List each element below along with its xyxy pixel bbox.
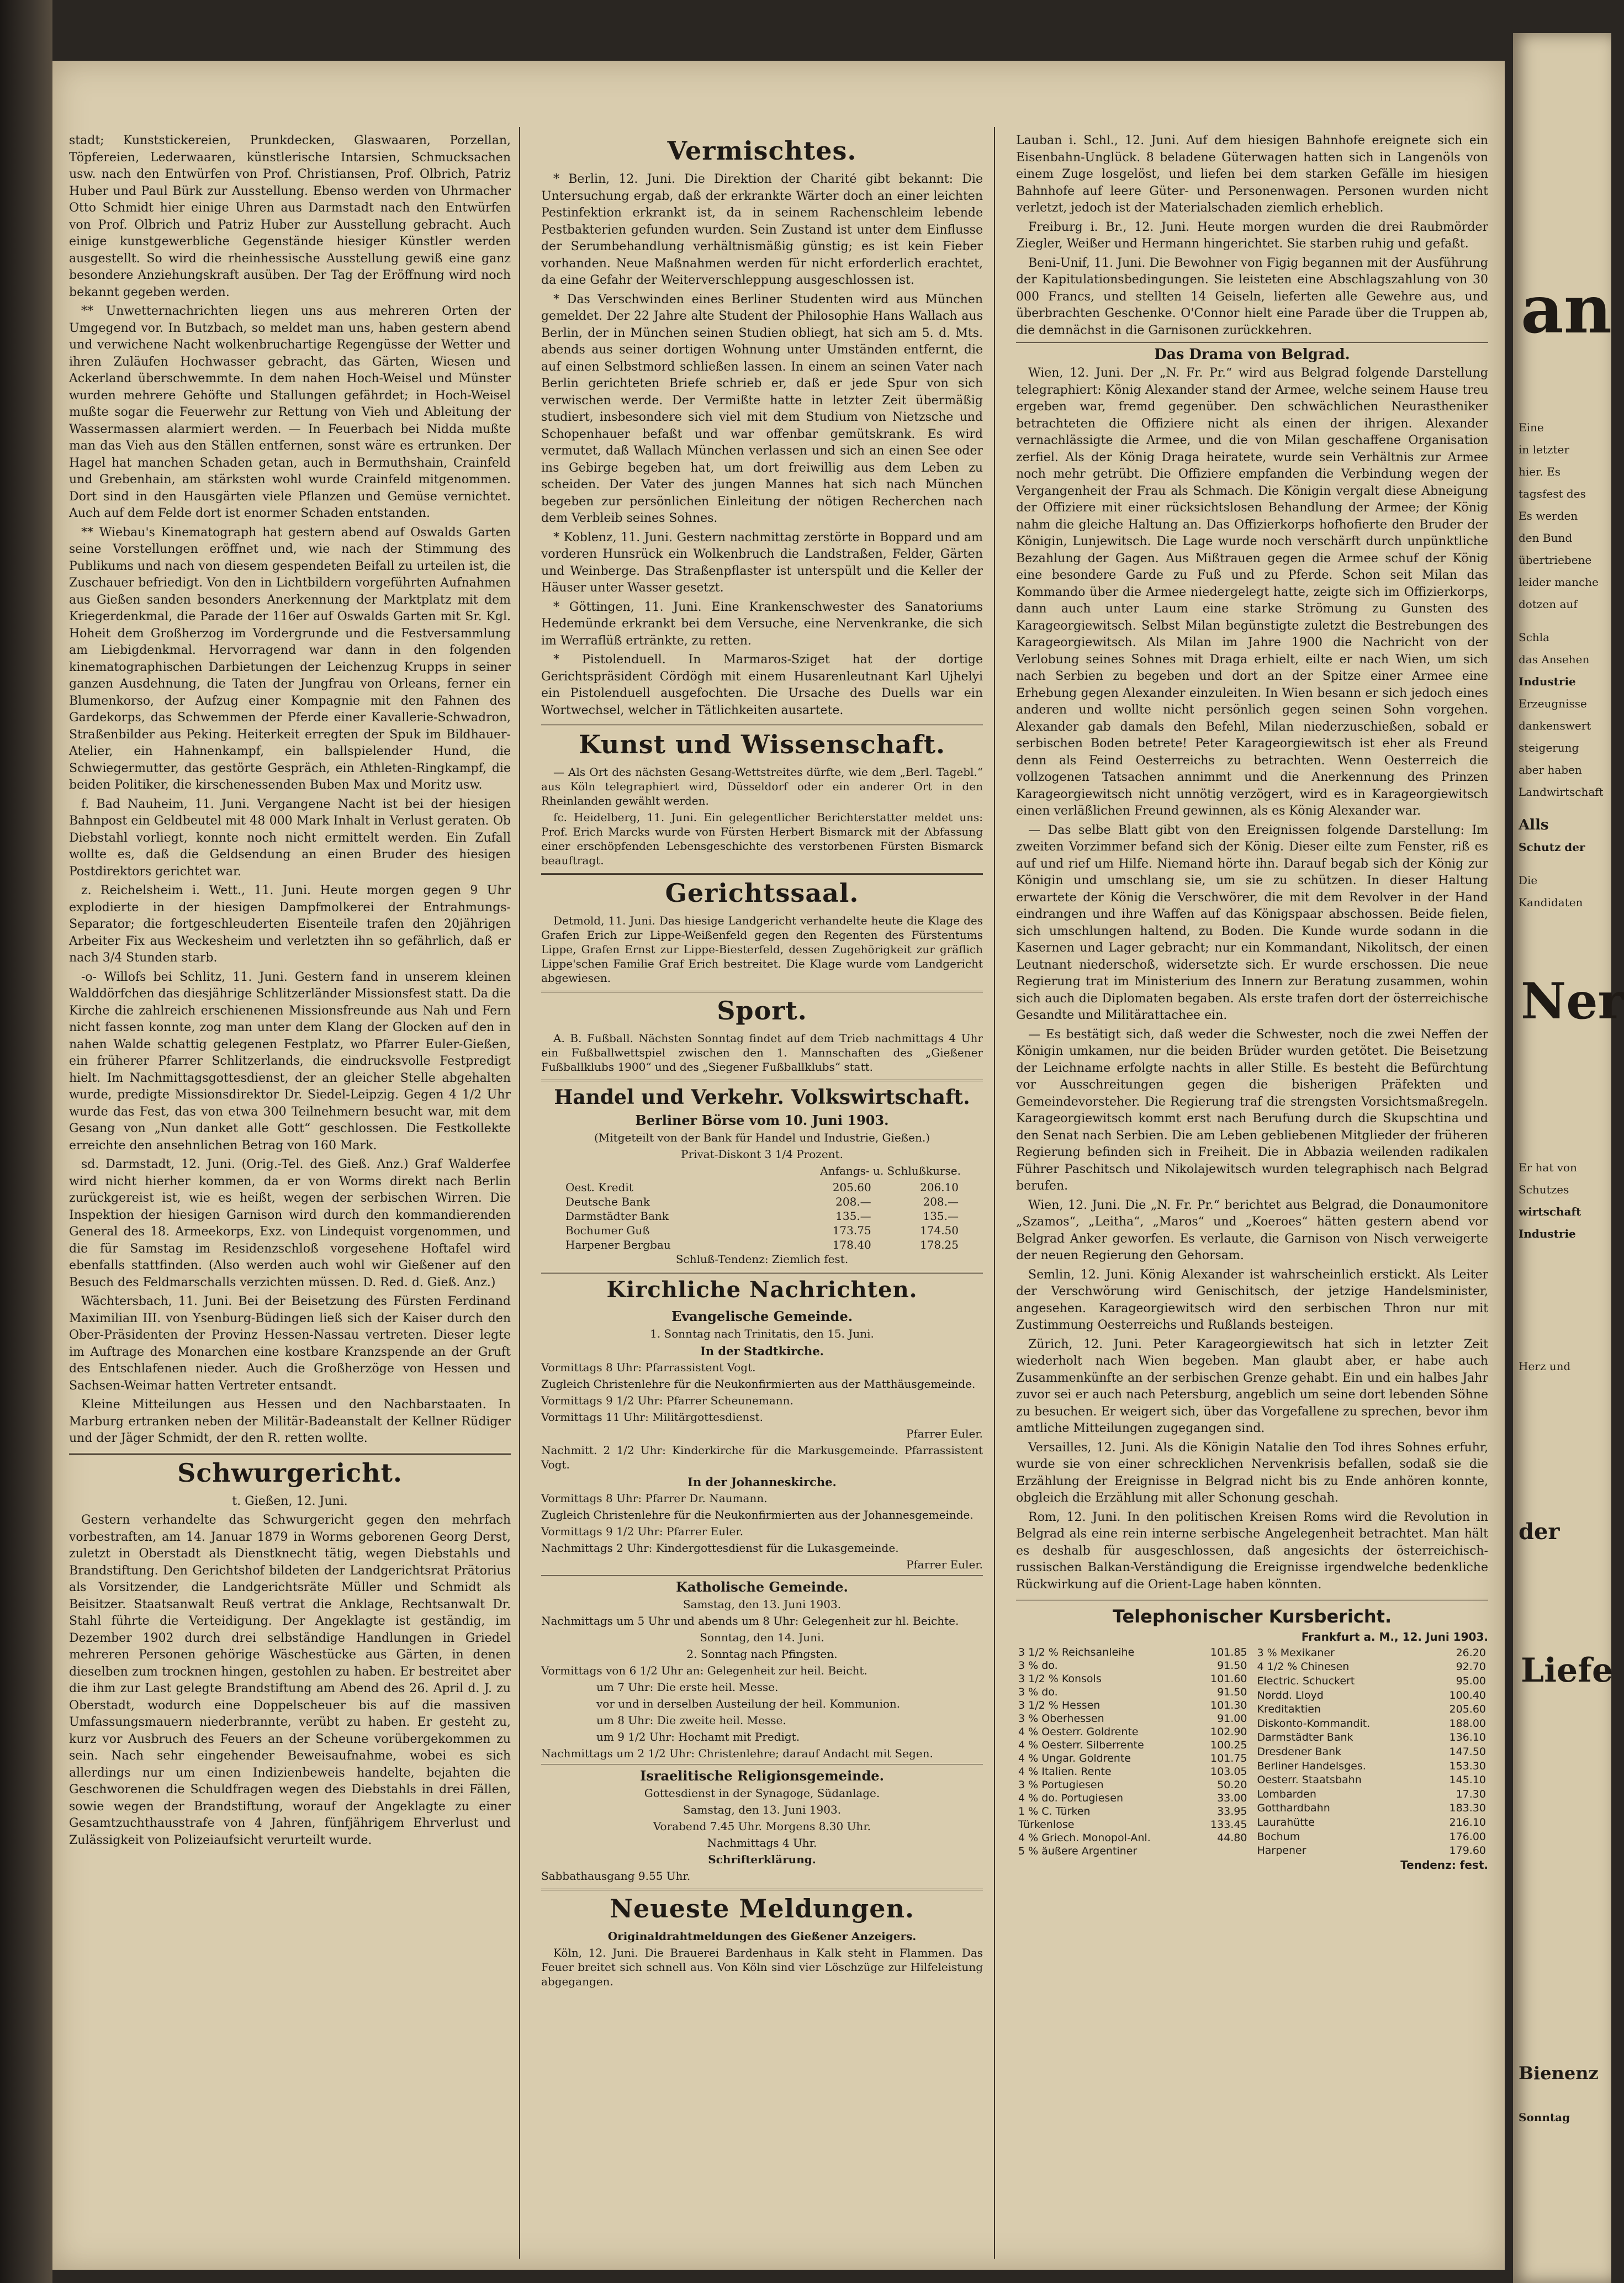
kurs-row: [1255, 1787, 1489, 1801]
book-binding: [0, 0, 52, 2283]
kurs-value: 147.50: [1449, 1745, 1486, 1758]
sub-heading: Katholische Gemeinde.: [676, 1579, 848, 1595]
boerse-close: 208.—: [923, 1195, 959, 1208]
kurs-row: [1255, 1674, 1489, 1688]
kurs-value: 33.95: [1217, 1805, 1247, 1817]
service-line: Vormittags 9 1/2 Uhr: Pfarrer Scheunemann.: [541, 1394, 794, 1407]
kurs-name: 3 % Mexikaner: [1257, 1646, 1335, 1659]
kurs-name: 3 1/2 % Hessen: [1018, 1699, 1101, 1711]
adjacent-page: [1513, 33, 1624, 2283]
service-line: Zugleich Christenlehre für die Neukonfirmierten aus der Matthäusgemeinde.: [541, 1377, 976, 1391]
kurs-row: [1255, 1759, 1489, 1773]
boerse-row: [563, 1180, 961, 1195]
section-divider: [1016, 1599, 1488, 1600]
kurs-table-right: [1255, 1646, 1489, 1858]
adjacent-headline: Liefe: [1521, 1651, 1614, 1690]
sub-heading: Israelitische Religionsgemeinde.: [640, 1768, 884, 1784]
article-paragraph: -o- Willofs bei Schlitz, 11. Juni. Gestern fand in unserem kleinen Walddörfchen das diesjährige Schlitzerländer Missionsfest statt. Da die Kirche die zahlreich erschienenen Missionsfreunde aus Nah und Fern nicht fassen konnte, zog man unter dem Klang der Glocken auf den in nahen Walde schattig gelegenen Festplatz, wo Pfarrer Euler-Gießen, ein früherer Pfarrer Schlitzerlands, die eindrucksvolle Festpredigt hielt. Im Nachmittagsgottesdienst, der an gleicher Stelle abgehalten wurde, predigte Missionsdirektor Dr. Siedel-Leipzig. Gegen 4 1/2 Uhr wurde das Fest, das von etwa 300 Teilnehmern besucht war, mit dem Gesang von „Nun danket alle Gott“ geschlossen. Die Festkollekte erreichte den ansehnlichen Betrag von 160 Mark.: [69, 970, 511, 1153]
service-line: Vorabend 7.45 Uhr. Morgens 8.30 Uhr.: [653, 1820, 871, 1833]
service-line: Nachmittags um 5 Uhr und abends um 8 Uhr: Gelegenheit zur hl. Beichte.: [541, 1614, 959, 1627]
kurs-row: [1016, 1818, 1250, 1831]
service-date: 2. Sonntag nach Pfingsten.: [686, 1647, 838, 1661]
kurs-name: Gotthardbahn: [1257, 1802, 1330, 1815]
adjacent-text: aber haben: [1519, 763, 1582, 776]
adjacent-text: Bienenz: [1519, 2063, 1599, 2084]
kurs-value: 101.30: [1210, 1699, 1247, 1711]
kurs-value: 101.75: [1210, 1752, 1247, 1764]
section-heading: Gerichtssaal.: [665, 878, 859, 908]
kurs-row: [1016, 1712, 1250, 1725]
service-line: Schrifterklärung.: [708, 1853, 816, 1866]
kurs-row: [1016, 1831, 1250, 1845]
service-line: vor und in derselben Austeilung der heil. Kommunion.: [596, 1697, 901, 1710]
article-paragraph: * Pistolenduell. In Marmaros-Sziget hat der dortige Gerichtspräsident Cördögh mit einem Husarenleutnant Karl Ujhelyi ein Pistolenduell ausgefochten. Die Ursache des Duells war ein Wortwechsel, welcher in Tätlichkeiten ausartete.: [541, 653, 983, 717]
kurs-name: 5 % äußere Argentiner: [1018, 1845, 1138, 1857]
kurs-name: 3 1/2 % Konsols: [1018, 1673, 1102, 1685]
kursbericht-title: Telephonischer Kursbericht.: [1112, 1606, 1392, 1627]
kurs-name: Diskonto-Kommandit.: [1257, 1717, 1371, 1730]
kurs-value: 145.10: [1449, 1774, 1486, 1787]
kurs-value: [1195, 1845, 1250, 1858]
kurs-value: 17.30: [1456, 1788, 1486, 1800]
section-heading: Kunst und Wissenschaft.: [578, 730, 946, 759]
adjacent-text: Schutzes: [1519, 1183, 1569, 1196]
adjacent-text: tagsfest des: [1519, 487, 1586, 500]
section-heading: Kirchliche Nachrichten.: [606, 1277, 918, 1303]
kurs-row: [1255, 1843, 1489, 1858]
kurs-row: [1016, 1659, 1250, 1672]
kurs-row: [1016, 1725, 1250, 1738]
boerse-close: 206.10: [920, 1181, 959, 1194]
adjacent-text: Industrie: [1519, 675, 1576, 688]
sub-heading: In der Johanneskirche.: [687, 1475, 837, 1489]
section-divider: [541, 1080, 983, 1081]
boerse-name: Darmstädter Bank: [565, 1209, 669, 1223]
boerse-close: 135.—: [923, 1209, 959, 1223]
kurs-row: [1016, 1791, 1250, 1805]
boerse-open: 205.60: [832, 1181, 871, 1194]
kurs-value: 26.20: [1456, 1646, 1486, 1659]
article-paragraph: sd. Darmstadt, 12. Juni. (Orig.-Tel. des Gieß. Anz.) Graf Walderfee wird nicht hierher kommen, da er von Worms direkt nach Berlin zurückgereist ist, wie es heißt, wegen der serbischen Wirren. Die Inspektion der hiesigen Garnison wird durch den kommandierenden General des 18. Armeekorps, Exz. von Lindequist vorgenommen, und die für Samstag im Residenzschloß vorgesehene Hoftafel wird ebenfalls stattfinden. (Also werden auch wohl wir Gießener auf den Besuch des Feldmarschalls verzichten müssen. D. Red. d. Gieß. Anz.): [69, 1158, 511, 1290]
article-paragraph: Wien, 12. Juni. Der „N. Fr. Pr.“ wird aus Belgrad folgende Darstellung telegraphiert: König Alexander stand der Armee, welche seinem Hause treu ergeben war, fremd gegenüber. Den schwächlichen Neurastheniker betrachteten die Offiziere nicht als einen der ihrigen. Alexander vernachlässigte die Armee, und die von Milan geschaffene Organisation zerfiel. Als der König Draga heiratete, wurde sein Verhältnis zur Armee noch mehr getrübt. Die Offiziere empfanden die Verbindung wegen der Vergangenheit der Frau als Schmach. Die Königin vergalt diese Abneigung der Offiziere mit einer rücksichtslosen Behandlung der Armee; der König nahm die gleiche Haltung an. Das Offizierkorps hofhofierte den Bruder der Königin, Lunjewitsch. Die Lage wurde noch verschärft durch unpünktliche Bezahlung der Gagen. Aus Mißtrauen gegen die Armee schuf der König eine besondere Garde zu Fuß und zu Pferde. Schon seit Milan das Kommando über die Armee niedergelegt hatte, zeigte sich im Offizierkorps, dann auch unter Laum eine starke Strömung zu Gunsten des Karageorgiewitsch. Selbst Milan begünstigte zuletzt die Bestrebungen des Karageorgiewitsch. Als Milan im Jahre 1900 die Nachricht von der Verlobung seines Sohnes mit Draga erhielt, eilte er nach Wien, um sich nach Serbien zu begeben und dort an der Spitze einer Armee eine Erhebung gegen Alexander einzuleiten. In Wien besann er sich jedoch eines anderen und wollte nicht persönlich gegen seinen Sohn vorgehen. Alexander gab damals den Befehl, Milan niederzuschießen, sobald er serbischen Boden betrete! Peter Karageorgiewitsch ist eher als Freund denn als Feind Oesterreichs zu betrachten. Wenn Oesterreich die vollzogenen Tatsachen annimmt und die Anerkennung des Prinzen Karageorgiewitsch nicht unnötig verzögert, wird es in Karageorgiewitsch einen verläßlichen Freund gewinnen, als es König Alexander war.: [1016, 366, 1488, 818]
section-divider: [541, 1889, 983, 1890]
boerse-close: 178.25: [920, 1238, 959, 1251]
kurs-value: 91.50: [1217, 1686, 1247, 1698]
article-paragraph: Freiburg i. Br., 12. Juni. Heute morgen wurden die drei Raubmörder Ziegler, Weißer und Hermann hingerichtet. Sie starben ruhig und gefaßt.: [1016, 220, 1488, 251]
boerse-open: 135.—: [835, 1209, 871, 1223]
kurs-name: 4 1/2 % Chinesen: [1257, 1661, 1350, 1673]
adjacent-text: leider manche: [1519, 575, 1599, 589]
section-divider: [541, 725, 983, 726]
kurs-value: 205.60: [1449, 1703, 1486, 1716]
article-paragraph: f. Bad Nauheim, 11. Juni. Vergangene Nacht ist bei der hiesigen Bahnpost ein Geldbeutel mit 48 000 Mark Inhalt in Verlust geraten. Ob Diebstahl vorliegt, konnte noch nicht ermittelt werden. Ein Zufall wollte es, daß die Geldsendung an einen Bruder des hiesigen Postdirektors gerichtet war.: [69, 797, 511, 879]
service-line: um 8 Uhr: Die zweite heil. Messe.: [596, 1714, 786, 1727]
kurs-row: [1016, 1672, 1250, 1685]
service-line: Zugleich Christenlehre für die Neukonfirmierten aus der Johannesgemeinde.: [541, 1508, 974, 1521]
article-paragraph: Versailles, 12. Juni. Als die Königin Natalie den Tod ihres Sohnes erfuhr, wurde sie von einer schrecklichen Nervenkrisis befallen, sodaß sie die Erzählung der Ereignisse in Belgrad nicht bis zu Ende anhören konnte, obgleich die Erzählung mit aller Schonung geschah.: [1016, 1440, 1488, 1505]
service-line: Nachmitt. 2 1/2 Uhr: Kinderkirche für die Markusgemeinde. Pfarrassistent Vogt.: [541, 1444, 983, 1471]
kurs-value: 100.25: [1210, 1739, 1247, 1751]
kurs-row: [1255, 1801, 1489, 1816]
service-date: Samstag, den 13. Juni 1903.: [683, 1803, 842, 1816]
kurs-name: 3 % do.: [1018, 1686, 1058, 1698]
kurs-row: [1016, 1738, 1250, 1752]
boerse-header: Anfangs- u. Schlußkurse.: [820, 1164, 961, 1177]
service-line: um 7 Uhr: Die erste heil. Messe.: [596, 1680, 779, 1694]
column-1: [69, 133, 511, 2259]
boerse-subtitle: Privat-Diskont 3 1/4 Prozent.: [681, 1148, 843, 1161]
adjacent-text: steigerung: [1519, 741, 1579, 754]
dateline: t. Gießen, 12. Juni.: [232, 1494, 348, 1508]
kurs-row: [1255, 1688, 1489, 1703]
sub-heading: In der Stadtkirche.: [700, 1344, 824, 1358]
kurs-name: Berliner Handelsges.: [1257, 1759, 1366, 1772]
kurs-name: 4 % do. Portugiesen: [1018, 1792, 1124, 1804]
adjacent-text: Landwirtschaft: [1519, 785, 1604, 799]
kurs-value: 44.80: [1217, 1832, 1247, 1844]
kurs-value: 176.00: [1449, 1830, 1486, 1843]
kurs-row: [1255, 1731, 1489, 1745]
service-line: Vormittags 9 1/2 Uhr: Pfarrer Euler.: [541, 1525, 744, 1538]
kurs-row: [1016, 1752, 1250, 1765]
adjacent-text: Kandidaten: [1519, 896, 1583, 909]
section-divider: [541, 991, 983, 992]
sub-heading: Evangelische Gemeinde.: [671, 1308, 853, 1324]
article-paragraph: ** Wiebau's Kinematograph hat gestern abend auf Oswalds Garten seine Vorstellungen eröffnet und, wie nach der Stimmung des Publikums und nach von diesem gespendeten Beifall zu urteilen ist, die Zuschauer befriedigt. Von den in Lichtbildern vorgeführten Aufnahmen aus Gießen sanden besonders Anerkennung der Marktplatz mit dem Kriegerdenkmal, die Parade der 116er auf Oswalds Garten mit Sr. Kgl. Hoheit dem Großherzog im Vordergrunde und die Festversammlung am Liebigdenkmal. Hervorragend war dann in den folgenden kinematographischen Darbietungen der Leichenzug Krupps in seiner ganzen Ausdehnung, die Taten der Jungfrau von Orleans, ferner ein Blumenkorso, der Aufzug einer Kompagnie mit den Fahnen des Gardekorps, das Schwemmen der Pferde einer Kavallerie-Schwadron, Straßenbilder aus Peking. Heiterkeit erregten der Spuk im Bildhauer-Atelier, ein Hahnenkampf, ein ballspielender Hund, die Schwiegermutter, das gestörte Gespräch, ein Athleten-Ringkampf, die beiden Politiker, die kirschenessenden Buben Max und Moritz usw.: [69, 525, 511, 792]
adjacent-text: den Bund: [1519, 531, 1573, 545]
adjacent-text: dankenswert: [1519, 719, 1591, 732]
kurs-name: 4 % Oesterr. Goldrente: [1018, 1726, 1139, 1738]
kurs-value: 179.60: [1449, 1845, 1486, 1857]
article-paragraph: Gestern verhandelte das Schwurgericht gegen den mehrfach vorbestraften, am 14. Januar 1879 in Worms geborenen Georg Derst, zuletzt in Oberstadt als Dienstknecht tätig, wegen Diebstahls und Brandstiftung. Den Gerichtshof bildeten der Landgerichtsrat Prätorius als Vorsitzender, die Landgerichtsräte Müller und Schmidt als Beisitzer. Staatsanwalt Reuß vertrat die Anklage, Rechtsanwalt Dr. Stahl führte die Verteidigung. Der Angeklagte ist geständig, im Dezember 1902 durch drei selbständige Handlungen in Griedel mehreren Personen gehörige Wäschestücke aus Gärten, in denen dieselben zum trocknen hingen, gestohlen zu haben. Er bestreitet aber die ihm zur Last gelegte Brandstiftung am Abend des 26. April d. J. zu Oberstadt, wodurch eine Doppelscheuer bis auf die massiven Umfassungsmauern niederbrannte, verübt zu haben. Er gesteht zu, kurz vor Ausbruch des Feuers an der Scheune vorübergekommen zu sein. Nach sehr eingehender Beweisaufnahme, wobei es sich allerdings nur um einen Indizienbeweis handelte, bejahten die Geschworenen die Schuldfragen wegen des Diebstahls in drei Fällen, sowie wegen der Brandstiftung, worauf der Angeklagte zu einer Gesamtzuchthausstrafe von 4 Jahren, fünfjährigem Ehrverlust und Zulässigkeit von Polizeiaufsicht verurteilt wurde.: [69, 1513, 511, 1847]
adjacent-text: Eine: [1519, 421, 1544, 434]
kurs-value: 91.50: [1217, 1660, 1247, 1672]
kurs-row: [1016, 1685, 1250, 1699]
adjacent-headline: an: [1521, 271, 1612, 348]
service-date: Sonntag, den 14. Juni.: [700, 1631, 824, 1644]
kurs-row: [1255, 1646, 1489, 1660]
article-paragraph: * Berlin, 12. Juni. Die Direktion der Charité gibt bekannt: Die Untersuchung ergab, daß der erkrankte Wärter doch an einer leichten Pestinfektion erkrankt ist, da in seinem Rachenschleim lebende Pestbakterien gefunden wurden. Sein Zustand ist unter dem Einflusse der Serumbehandlung verhältnismäßig günstig; es ist kein Fieber vorhanden. Neue Maßnahmen werden für nicht erforderlich erachtet, da eine Gefahr der Weiterverschleppung ausgeschlossen ist.: [541, 172, 983, 287]
article-paragraph: Wien, 12. Juni. Die „N. Fr. Pr.“ berichtet aus Belgrad, die Donaumonitore „Szamos“, „Leitha“, „Maros“ und „Koeroes“ hätten gestern abend vor Belgrad Anker geworfen. Es verlaute, die Garnison von Nisch verweigerte der neuen Regierung den Gehorsam.: [1016, 1198, 1488, 1262]
boerse-open: 178.40: [832, 1238, 871, 1251]
kurs-row: [1255, 1660, 1489, 1674]
article-paragraph: Rom, 12. Juni. In den politischen Kreisen Roms wird die Revolution in Belgrad als eine rein interne serbische Angelegenheit betrachtet. Man hält es deshalb für ausgeschlossen, daß angesichts der österreichisch-russischen Balkan-Verständigung die Ereignisse irgendwelche bedenkliche Rückwirkung auf die Orient-Lage haben könnten.: [1016, 1510, 1488, 1592]
kurs-row: [1255, 1702, 1489, 1716]
kurs-name: Dresdener Bank: [1257, 1745, 1342, 1758]
service-line: Pfarrer Euler.: [906, 1558, 983, 1571]
service-line: Vormittags 8 Uhr: Pfarrer Dr. Naumann.: [541, 1492, 768, 1505]
kurs-value: 101.60: [1210, 1673, 1247, 1685]
boerse-table: [563, 1180, 961, 1252]
section-divider: [69, 1453, 511, 1455]
boerse-open: 208.—: [835, 1195, 871, 1208]
service-line: Gottesdienst in der Synagoge, Südanlage.: [644, 1787, 880, 1800]
boerse-subtitle: (Mitgeteilt von der Bank für Handel und Industrie, Gießen.): [594, 1131, 930, 1144]
column-rule: [994, 127, 995, 2259]
adjacent-text: Herz und: [1519, 1360, 1571, 1373]
article-paragraph: Lauban i. Schl., 12. Juni. Auf dem hiesigen Bahnhofe ereignete sich ein Eisenbahn-Unglück. 8 beladene Güterwagen hatten sich in Langenöls von einem Zuge losgelöst, und liefen bei dem starken Gefälle im hiesigen Bahnhofe auf leere Güter- und Personenwagen. Personen wurden nicht verletzt, jedoch ist der Materialschaden ziemlich erheblich.: [1016, 134, 1488, 215]
service-date: 1. Sonntag nach Trinitatis, den 15. Juni.: [650, 1327, 874, 1340]
kurs-name: Harpener: [1257, 1845, 1306, 1857]
adjacent-text: in letzter: [1519, 443, 1569, 456]
kurs-table-left: [1016, 1646, 1250, 1858]
kursbericht-tendenz: Tendenz: fest.: [1400, 1858, 1488, 1872]
kurs-name: 4 % Griech. Monopol-Anl.: [1018, 1832, 1151, 1844]
kurs-row: [1255, 1773, 1489, 1787]
service-line: Nachmittags 4 Uhr.: [707, 1836, 817, 1849]
kurs-name: Oesterr. Staatsbahn: [1257, 1774, 1362, 1787]
kurs-value: 101.85: [1210, 1646, 1247, 1658]
service-date: Samstag, den 13. Juni 1903.: [683, 1598, 842, 1611]
adjacent-text: hier. Es: [1519, 465, 1561, 478]
kurs-value: 216.10: [1449, 1816, 1486, 1828]
section-heading: Das Drama von Belgrad.: [1154, 346, 1350, 363]
kurs-name: 4 % Oesterr. Silberrente: [1018, 1739, 1144, 1751]
kurs-row: [1016, 1845, 1250, 1858]
adjacent-text: Alls: [1519, 817, 1549, 833]
kurs-value: 153.30: [1449, 1759, 1486, 1772]
kurs-name: Darmstädter Bank: [1257, 1731, 1353, 1744]
kurs-name: 3 % do.: [1018, 1660, 1058, 1672]
section-heading: Sport.: [717, 996, 807, 1026]
service-line: Pfarrer Euler.: [906, 1427, 983, 1440]
adjacent-text: übertriebene: [1519, 553, 1592, 567]
kursbericht-tables: [1016, 1646, 1488, 1858]
article-paragraph: A. B. Fußball. Nächsten Sonntag findet auf dem Trieb nachmittags 4 Uhr ein Fußballwettspiel zwischen den 1. Mannschaften des „Gießener Fußballklubs 1900“ und des „Siegener Fußballklubs“ statt.: [541, 1032, 983, 1074]
boerse-name: Harpener Bergbau: [565, 1238, 671, 1251]
adjacent-text: Industrie: [1519, 1227, 1576, 1240]
boerse-row: [563, 1223, 961, 1238]
kurs-row: [1016, 1778, 1250, 1791]
boerse-row: [563, 1195, 961, 1209]
adjacent-text: Schla: [1519, 631, 1550, 644]
article-paragraph: Köln, 12. Juni. Die Brauerei Bardenhaus in Kalk steht in Flammen. Das Feuer breitet sich schnell aus. Von Köln sind vier Löschzüge zur Hilfeleistung abgegangen.: [541, 1946, 983, 1988]
kurs-name: 4 % Italien. Rente: [1018, 1766, 1112, 1778]
kurs-value: 133.45: [1210, 1819, 1247, 1831]
boerse-title: Berliner Börse vom 10. Juni 1903.: [635, 1112, 889, 1128]
kurs-name: 3 % Oberhessen: [1018, 1713, 1104, 1725]
service-line: um 9 1/2 Uhr: Hochamt mit Predigt.: [596, 1730, 800, 1743]
column-rule: [519, 127, 520, 2259]
article-paragraph: ** Unwetternachrichten liegen uns aus mehreren Orten der Umgegend vor. In Butzbach, so meldet man uns, haben gestern abend und verwichene Nacht wolkenbruchartige Regengüsse der Wetter und ihren Zuläufen Hochwasser gebracht, das Gärten, Wiesen und Ackerland überschwemmte. In dem nahen Hoch-Weisel und Münster wurden mehrere Gehöfte und Stallungen gefährdet; in Hoch-Weisel mußte sogar die Feuerwehr zur Rettung von Vieh und Ableitung der Wassermassen alarmiert werden. — In Feuerbach bei Nidda mußte man das Vieh aus den Ställen entfernen, sonst wäre es ertrunken. Der Hagel hat manchen Schaden getan, auch in Bermuthshain, Crainfeld und Grebenhain, am stärksten wohl wurde Crainfeld mitgenommen. Dort sind in den Hausgärten viele Pflanzen und Gemüse vernichtet. Auch auf dem Felde dort ist enormer Schaden entstanden.: [69, 304, 511, 520]
kurs-value: 183.30: [1449, 1802, 1486, 1815]
section-divider: [541, 1272, 983, 1273]
kurs-row: [1016, 1699, 1250, 1712]
newspaper-page: [52, 61, 1505, 2270]
kurs-value: 188.00: [1449, 1717, 1486, 1730]
boerse-tendenz: Schluß-Tendenz: Ziemlich fest.: [675, 1253, 849, 1266]
service-line: Vormittags von 6 1/2 Uhr an: Gelegenheit zur heil. Beicht.: [541, 1664, 867, 1677]
adjacent-text: dotzen auf: [1519, 598, 1578, 611]
divider: [541, 1575, 983, 1576]
kurs-value: 95.00: [1456, 1674, 1486, 1687]
adjacent-text: wirtschaft: [1519, 1205, 1581, 1218]
article-paragraph: Kleine Mitteilungen aus Hessen und den Nachbarstaaten. In Marburg ertranken neben der Militär-Badeanstalt der Kellner Rüdiger und der Jäger Schmidt, der den R. retten wollte.: [69, 1398, 511, 1445]
adjacent-text: das Ansehen: [1519, 653, 1590, 666]
kurs-name: Laurahütte: [1257, 1816, 1315, 1828]
kurs-row: [1016, 1805, 1250, 1818]
boerse-open: 173.75: [832, 1224, 871, 1237]
kurs-row: [1255, 1815, 1489, 1830]
column-2: [541, 133, 983, 2259]
kurs-name: 4 % Ungar. Goldrente: [1018, 1752, 1131, 1764]
kurs-value: 100.40: [1449, 1689, 1486, 1701]
kurs-value: 103.05: [1210, 1766, 1247, 1778]
kurs-name: Nordd. Lloyd: [1257, 1689, 1324, 1701]
adjacent-text: Er hat von: [1519, 1161, 1577, 1174]
kursbericht-dateline: Frankfurt a. M., 12. Juni 1903.: [1301, 1630, 1488, 1643]
kurs-name: Lombarden: [1257, 1788, 1316, 1800]
article-paragraph: fc. Heidelberg, 11. Juni. Ein gelegentlicher Berichterstatter meldet uns: Prof. Erich Marcks wurde von Fürsten Herbert Bismarck mit der Abfassung einer erschöpfenden Lebensgeschichte des verstorbenen Fürsten Bismarck beauftragt.: [541, 811, 983, 867]
service-line: Vormittags 8 Uhr: Pfarrassistent Vogt.: [541, 1361, 756, 1374]
boerse-row: [563, 1238, 961, 1252]
adjacent-text: Sonntag: [1519, 2111, 1570, 2124]
kurs-value: 92.70: [1456, 1661, 1486, 1673]
boerse-name: Bochumer Guß: [565, 1224, 650, 1237]
adjacent-text: Erzeugnisse: [1519, 697, 1587, 710]
article-paragraph: Detmold, 11. Juni. Das hiesige Landgericht verhandelte heute die Klage des Grafen Erich zur Lippe-Weißenfeld gegen den Regenten des Fürstentums Lippe, Grafen Ernst zur Lippe-Biesterfeld, dessen Zugehörigkeit zur gräflich Lippe'schen Familie Graf Erich bestreitet. Die Klage wurde vom Landgericht abgewiesen.: [541, 914, 983, 985]
article-paragraph: — Als Ort des nächsten Gesang-Wettstreites dürfte, wie dem „Berl. Tagebl.“ aus Köln telegraphiert wird, Düsseldorf oder ein anderer Ort in den Rheinlanden gewählt werden.: [541, 765, 983, 807]
boerse-name: Oest. Kredit: [565, 1181, 633, 1194]
kurs-name: Bochum: [1257, 1830, 1300, 1843]
kurs-name: 3 1/2 % Reichsanleihe: [1018, 1646, 1135, 1658]
kurs-row: [1255, 1745, 1489, 1759]
adjacent-text: der: [1519, 1519, 1560, 1545]
adjacent-text: Es werden: [1519, 509, 1578, 522]
kurs-name: Electric. Schuckert: [1257, 1674, 1355, 1687]
boerse-row: [563, 1209, 961, 1223]
service-line: Vormittags 11 Uhr: Militärgottesdienst.: [541, 1410, 763, 1424]
article-paragraph: stadt; Kunststickereien, Prunkdecken, Glaswaaren, Porzellan, Töpfereien, Lederwaaren, künstlerische Intarsien, Schmucksachen usw. nach den Entwürfen von Prof. Christiansen, Prof. Olbrich, Patriz Huber und Paul Bürk zur Ausstellung. Ebenso werden von Uhrmacher Otto Schmidt hier einige Uhren aus Darmstadt nach den Entwürfen von Prof. Olbrich und Patriz Huber zur Ausstellung gebracht. Auch einige kunstgewerbliche Gegenstände hiesiger Künstler werden ausgestellt. So wird die rheinhessische Ausstellung gewiß eine ganz besondere Anziehungskraft ausüben. Der Tag der Eröffnung wird noch bekannt gegeben werden.: [69, 134, 511, 299]
adjacent-headline: Ner: [1521, 972, 1624, 1030]
kurs-row: [1016, 1765, 1250, 1778]
article-paragraph: Semlin, 12. Juni. König Alexander ist wahrscheinlich erstickt. Als Leiter der Verschwörung wird Genischitsch, der jetzige Handelsminister, angesehen. Karageorgiewitsch wird den serbischen Thron nur mit Zustimmung Oesterreichs und Rußlands besteigen.: [1016, 1267, 1488, 1332]
service-line: Nachmittags 2 Uhr: Kindergottesdienst für die Lukasgemeinde.: [541, 1541, 899, 1555]
kurs-name: Kreditaktien: [1257, 1703, 1321, 1716]
section-divider: [541, 873, 983, 875]
section-heading: Handel und Verkehr. Volkswirtschaft.: [554, 1086, 970, 1109]
kurs-name: 3 % Portugiesen: [1018, 1779, 1104, 1791]
kurs-name: 1 % C. Türken: [1018, 1805, 1091, 1817]
adjacent-text: Die: [1519, 874, 1538, 887]
kurs-value: 136.10: [1449, 1731, 1486, 1744]
section-heading: Vermischtes.: [667, 136, 857, 166]
article-paragraph: — Es bestätigt sich, daß weder die Schwester, noch die zwei Neffen der Königin umkamen, nur die beiden Brüder wurden getötet. Die Beisetzung der Leichname erfolgte nachts in aller Stille. Es besteht die Befürchtung vor Ausschreitungen gegen die bisherigen Präfekten und Gemeindevorsteher. Die Regierung traf die strengsten Vorsichtsmaßregeln. Karageorgiewitsch kommt erst nach Berufung durch die Skupschtina und den Senat nach Serbien. Die am Leben gebliebenen Mitglieder der früheren Regierung befinden sich in Freiheit. Die in Abbazia weilenden radikalen Führer Paschitsch und Nikolajewitsch wurden telegraphisch nach Belgrad berufen.: [1016, 1027, 1488, 1193]
kurs-value: 91.00: [1217, 1713, 1247, 1725]
service-line: Nachmittags um 2 1/2 Uhr: Christenlehre; darauf Andacht mit Segen.: [541, 1747, 933, 1760]
article-paragraph: * Koblenz, 11. Juni. Gestern nachmittag zerstörte in Boppard und am vorderen Hunsrück ein Wolkenbruch die Landstraßen, Felder, Gärten und Weinberge. Das Straßenpflaster ist unterspült und die Keller der Häuser unter Wasser gesetzt.: [541, 530, 983, 595]
article-paragraph: Zürich, 12. Juni. Peter Karageorgiewitsch hat sich in letzter Zeit wiederholt nach Wien begeben. Man glaubt aber, er habe auch Zusammenkünfte an der serbischen Grenze gehabt. Ein und ein halbes Jahr zuvor sei er auch nach Petersburg, angeblich um seine dort lebenden Söhne zu besuchen. Er weigert sich, über das Vorgefallene zu sprechen, bevor ihm amtliche Mitteilungen zugegangen sind.: [1016, 1337, 1488, 1435]
kurs-row: [1016, 1646, 1250, 1659]
boerse-name: Deutsche Bank: [565, 1195, 650, 1208]
article-paragraph: * Göttingen, 11. Juni. Eine Krankenschwester des Sanatoriums Hedemünde erkrankt bei dem Versuche, eine Nervenkranke, die sich im Werraflüß ertränkte, zu retten.: [541, 600, 983, 648]
kurs-value: 50.20: [1217, 1779, 1247, 1791]
kurs-value: 102.90: [1210, 1726, 1247, 1738]
article-paragraph: Beni-Unif, 11. Juni. Die Bewohner von Figig begannen mit der Ausführung der Kapitulationsbedingungen. Sie leisteten eine Abschlagszahlung von 30 000 Francs, und stellten 14 Geiseln, lieferten alle Gewehre aus, und überbrachten Geschenke. O'Connor hielt eine Parade über die Truppen ab, die demnächst in die Garnisonen zurückkehren.: [1016, 256, 1488, 337]
boerse-close: 174.50: [920, 1224, 959, 1237]
kurs-value: 33.00: [1217, 1792, 1247, 1804]
kurs-name: Türkenlose: [1018, 1819, 1075, 1831]
service-line: Sabbathausgang 9.55 Uhr.: [541, 1869, 691, 1883]
kurs-row: [1255, 1716, 1489, 1731]
article-paragraph: — Das selbe Blatt gibt von den Ereignissen folgende Darstellung: Im zweiten Vorzimmer befand sich der König. Dieser eilte zum Fenster, riß es auf und rief um Hilfe. Niemand hörte ihn. Darauf begab sich der König zur Königin und umschlang sie, um sie zu schützen. In dieser Haltung erwartete der König die Verschwörer, die mit dem Revolver in der Hand eindrangen und ihre Waffen auf das Königspaar abschossen. Beide fielen, sich umschlungen haltend, zu Boden. Die Kunde wurde sodann in die Kasernen und Lager gebracht; nur ein Kommandant, Nikolitsch, der einen Leutnant niederschoß, widersetzte sich. Er wurde erschossen. Die neue Regierung trat im Ministerium des Innern zur Beratung zusammen, wohin sich auch die Diplomaten begaben. Als erste trafen dort der österreichische Gesandte und Militärattachee ein.: [1016, 823, 1488, 1022]
kurs-row: [1255, 1830, 1489, 1844]
section-heading: Neueste Meldungen.: [609, 1894, 915, 1923]
divider: [1016, 342, 1488, 343]
article-paragraph: * Das Verschwinden eines Berliner Studenten wird aus München gemeldet. Der 22 Jahre alte Student der Philosophie Hans Wallach aus Berlin, der in München seinen Studien obliegt, hat sich am 5. d. Mts. abends aus seiner dortigen Wohnung unter Umständen entfernt, die auf einen Selbstmord schließen lassen. In einem an seinen Vater nach Berlin gerichteten Briefe schrieb er, daß er jede Spur von sich verwischen werde. Der Vermißte hatte in letzter Zeit übermäßig studiert, insbesondere sich viel mit dem Studium von Nietzsche und Schopenhauer befaßt und war offenbar gemütskrank. Es wird vermutet, daß Wallach München verlassen und sich an einen See oder ins Gebirge begeben hat, um dort freiwillig aus dem Leben zu scheiden. Der Vater des jungen Mannes hat sich nach München begeben zur persönlichen Einleitung der nötigen Recherchen nach dem Verbleib seines Sohnes.: [541, 292, 983, 525]
section-subheading: Originaldrahtmeldungen des Gießener Anzeigers.: [607, 1930, 917, 1943]
section-heading: Schwurgericht.: [177, 1457, 403, 1488]
article-paragraph: Wächtersbach, 11. Juni. Bei der Beisetzung des Fürsten Ferdinand Maximilian III. von Ysenburg-Büdingen ließ sich der Kaiser durch den Ober-Präsidenten der Provinz Hessen-Nassau vertreten. Dieser legte im Auftrage des Monarchen eine kostbare Kranzspende an der Gruft des Entschlafenen nieder. Auch die Großherzöge von Hessen und Sachsen-Weimar hatten Vertreter entsandt.: [69, 1294, 511, 1393]
article-paragraph: z. Reichelsheim i. Wett., 11. Juni. Heute morgen gegen 9 Uhr explodierte in der hiesigen Dampfmolkerei der Entrahmungs-Separator; die fortgeschleuderten Eisenteile trafen den 20jährigen Arbeiter Fix aus Weckesheim und verletzten ihn so gefährlich, daß er nach 3/4 Stunden starb.: [69, 884, 511, 965]
column-3: [1016, 133, 1488, 2259]
adjacent-text: Schutz der: [1519, 841, 1585, 854]
